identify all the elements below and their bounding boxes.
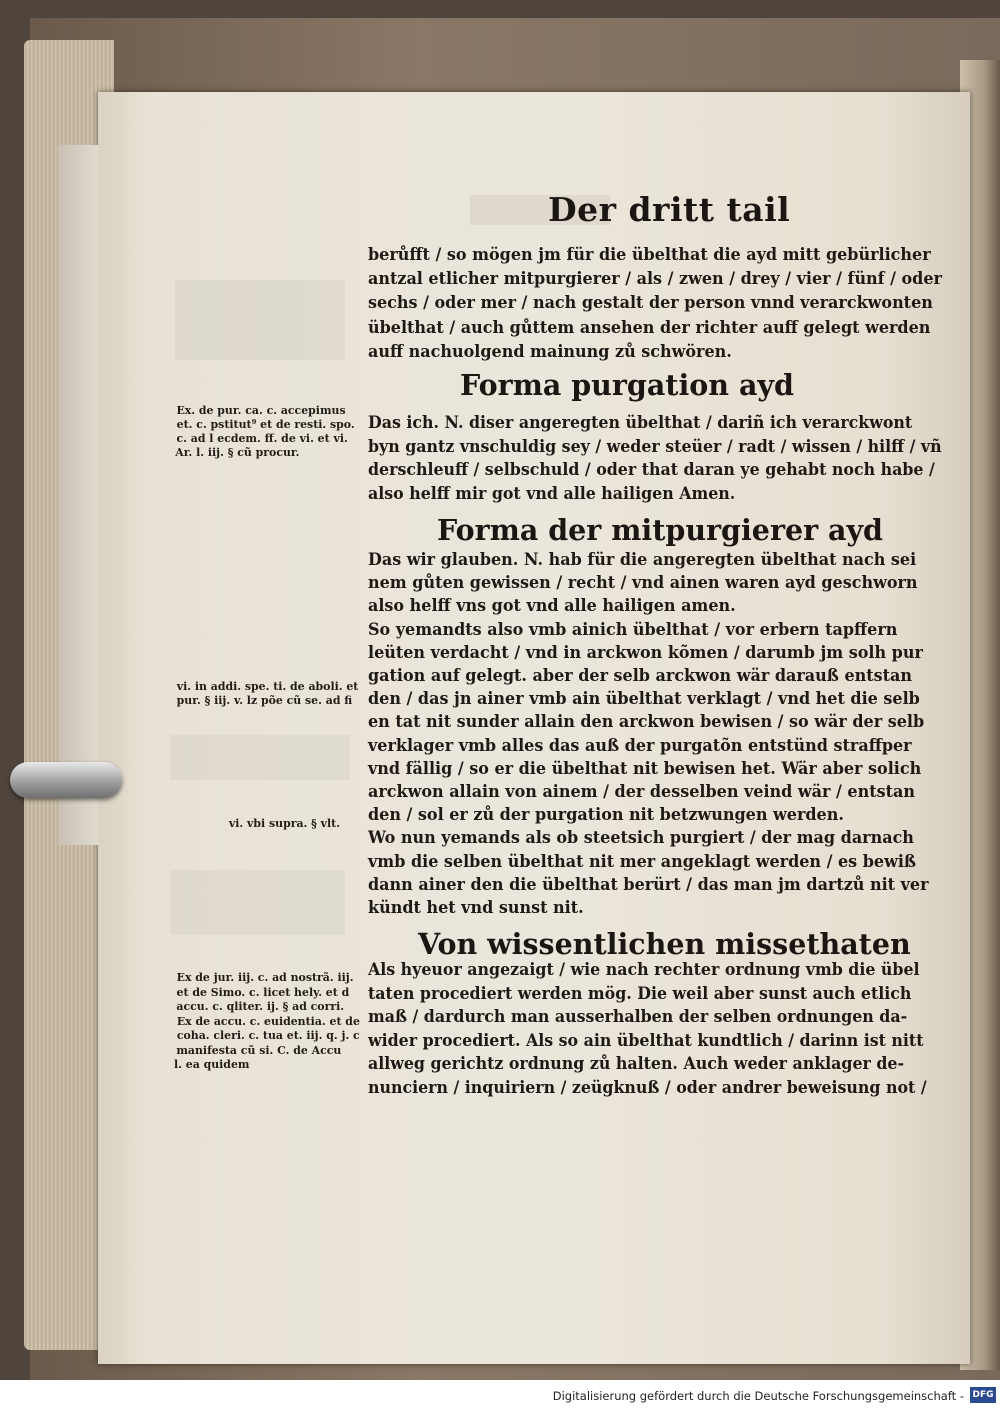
heading-forma-mitpurgierer: Forma der mitpurgierer ayd	[437, 513, 883, 547]
heading-forma-purgation: Forma purgation ayd	[460, 368, 794, 402]
margin-note-line: coha. cleri. c. tua et. iij. q. j. c	[176, 1028, 360, 1042]
margin-note-line: c. ad l ecdem. ff. de vi. et vi.	[176, 431, 348, 445]
margin-note-line: accu. c. qliter. ij. § ad corri.	[176, 999, 345, 1013]
funding-credit: Digitalisierung gefördert durch die Deutsche Forschungsgemeinschaft -	[552, 1389, 964, 1403]
footer-bar	[0, 1380, 1000, 1410]
text-line: verklager vmb alles das auß der purgatõn entstünd straffper	[368, 735, 912, 756]
running-header: Der dritt tail	[548, 190, 791, 229]
text-line: den / sol er zů der purgation nit betzwungen werden.	[368, 805, 844, 826]
text-line: taten procediert werden mög. Die weil aber sunst auch etlich	[368, 983, 912, 1004]
margin-note-line: Ar. l. iij. § cũ procur.	[175, 445, 300, 459]
text-line: also helff mir got vnd alle hailigen Amen.	[368, 483, 736, 504]
torn-page-margin	[58, 145, 98, 845]
heading-wissentliche-missethaten: Von wissentlichen missethaten	[418, 927, 911, 961]
text-line: antzal etlicher mitpurgierer / als / zwen / drey / vier / fünf / oder	[368, 269, 942, 290]
text-line: Das wir glauben. N. hab für die angeregten übelthat nach sei	[368, 550, 917, 570]
text-line: also helff vns got vnd alle hailigen amen.	[368, 596, 736, 617]
text-line: sechs / oder mer / nach gestalt der person vnnd verarckwonten	[368, 293, 933, 314]
text-line: vnd fällig / so er die übelthat nit bewisen het. Wär aber solich	[368, 758, 922, 779]
margin-note-line: Ex de jur. iij. c. ad nostrã. iij.	[176, 970, 354, 984]
dfg-logo: DFG	[970, 1387, 996, 1403]
text-line: auff nachuolgend mainung zů schwören.	[368, 341, 732, 362]
text-line: vmb die selben übelthat nit mer angeklagt werden / es bewiß	[368, 851, 917, 872]
text-line: byn gantz vnschuldig sey / weder steüer / radt / wissen / hilff / vñ	[368, 436, 942, 457]
margin-note-line: pur. § iij. v. lz põe cũ se. ad fi	[176, 693, 353, 707]
text-line: gation auf gelegt. aber der selb arckwon wär darauß entstan	[368, 666, 913, 686]
text-line: Als hyeuor angezaigt / wie nach rechter ordnung vmb die übel	[368, 960, 920, 980]
text-line: Wo nun yemands als ob steetsich purgiert / der mag darnach	[368, 828, 914, 849]
margin-note-line: Ex de accu. c. euidentia. et de	[176, 1013, 360, 1028]
text-line: den / das jn ainer vmb ain übelthat verklagt / vnd het die selb	[368, 689, 920, 710]
text-line: maß / dardurch man ausserhalben der selben ordnungen da-	[368, 1007, 908, 1028]
text-line: en tat nit sunder allain den arckwon bewisen / so wär der selb	[368, 712, 925, 733]
text-line: nunciern / inquiriern / zeügknuß / oder andrer beweisung not /	[368, 1078, 927, 1098]
margin-note-line: vi. in addi. spe. ti. de aboli. et	[176, 679, 359, 693]
text-line: nem gůten gewissen / recht / vnd ainen waren ayd geschworn	[368, 573, 918, 594]
text-line: derschleuff / selbschuld / oder that daran ye gehabt noch habe /	[368, 460, 935, 481]
margin-note-line: Ex. de pur. ca. c. accepimus	[176, 403, 346, 417]
margin-note-line: et de Simo. c. licet hely. et d	[176, 984, 350, 999]
text-line: dann ainer den die übelthat berürt / das man jm dartzů nit ver	[368, 874, 929, 895]
margin-note-line: et. c. pstitut⁹ et de resti. spo.	[176, 417, 355, 431]
margin-note-line: manifesta cũ si. C. de Accu	[176, 1042, 342, 1057]
bleed-through-block	[170, 735, 350, 780]
text-line: übelthat / auch gůttem ansehen der richter auff gelegt werden	[368, 317, 931, 338]
margin-note-line: vi. vbi supra. § vlt.	[228, 816, 341, 830]
text-line: arckwon allain von ainem / der desselben veind wär / entstan	[368, 782, 915, 802]
text-line: Das ich. N. diser angeregten übelthat / dariñ ich verarckwont	[368, 413, 913, 433]
text-line: kündt het vnd sunst nit.	[368, 898, 584, 918]
bleed-through-block	[175, 280, 345, 360]
text-line: allweg gerichtz ordnung zů halten. Auch weder anklager de-	[368, 1054, 905, 1075]
text-line: berůfft / so mögen jm für die übelthat die ayd mitt gebürlicher	[368, 245, 931, 265]
margin-note-line: l. ea quidem	[173, 1057, 250, 1071]
text-line: wider procediert. Als so ain übelthat kundtlich / darinn ist nitt	[368, 1030, 924, 1051]
bleed-through-block	[170, 870, 345, 935]
page-clip	[10, 762, 122, 798]
text-line: So yemandts also vmb ainich übelthat / vor erbern tapffern	[368, 619, 898, 640]
text-line: leüten verdacht / vnd in arckwon kõmen / darumb jm solh pur	[368, 642, 923, 663]
